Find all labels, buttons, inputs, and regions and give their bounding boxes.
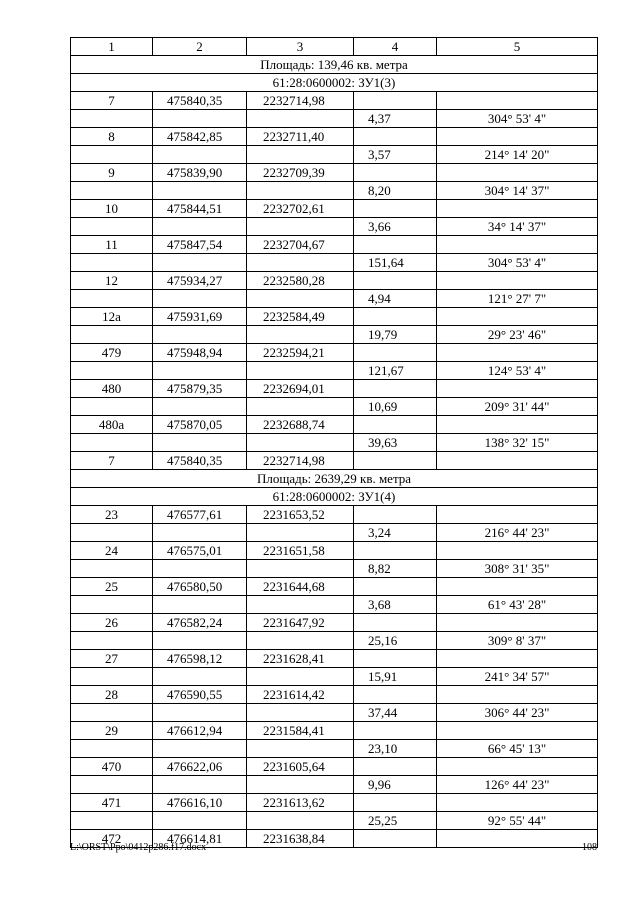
table-cell [71,110,153,128]
table-cell: 216° 44' 23" [437,524,598,542]
table-cell: 3,57 [354,146,437,164]
table-row [71,812,598,830]
table-cell [247,182,354,200]
table-cell [354,686,437,704]
table-cell [354,344,437,362]
table-cell [354,236,437,254]
table-cell: 476622,06 [153,758,247,776]
table-cell [354,272,437,290]
table-row [71,578,598,596]
table-cell: 23 [71,506,153,524]
table-cell: 480 [71,380,153,398]
section-title: Площадь: 2639,29 кв. метра [71,470,598,488]
table-cell [437,578,598,596]
table-cell: 28 [71,686,153,704]
table-cell: 2231651,58 [247,542,354,560]
table-cell [71,560,153,578]
table-cell [71,668,153,686]
table-cell: 214° 14' 20" [437,146,598,164]
table-cell [71,596,153,614]
table-cell: 241° 34' 57" [437,668,598,686]
table-cell [354,128,437,146]
table-cell: 4,94 [354,290,437,308]
table-row [71,128,598,146]
table-cell: 2231605,64 [247,758,354,776]
table-cell: 126° 44' 23" [437,776,598,794]
table-cell [71,326,153,344]
table-cell: 37,44 [354,704,437,722]
table-cell: 2231638,84 [247,830,354,848]
page-number: 108 [582,842,597,853]
table-cell [153,560,247,578]
table-row [71,542,598,560]
table-cell: 475870,05 [153,416,247,434]
table-cell [153,110,247,128]
table-cell [437,686,598,704]
table-cell: 66° 45' 13" [437,740,598,758]
table-cell: 19,79 [354,326,437,344]
table-cell [437,542,598,560]
table-cell: 7 [71,92,153,110]
table-cell: 138° 32' 15" [437,434,598,452]
table-cell [71,632,153,650]
table-cell: 2232714,98 [247,452,354,470]
table-cell [247,560,354,578]
table-cell: 304° 53' 4" [437,110,598,128]
table-cell [354,452,437,470]
table-cell: 475844,51 [153,200,247,218]
table-cell: 476612,94 [153,722,247,740]
table-row [71,416,598,434]
table-cell: 476575,01 [153,542,247,560]
table-cell [247,110,354,128]
table-cell [354,614,437,632]
table-cell [437,758,598,776]
table-cell [71,362,153,380]
section-row [71,470,598,488]
table-cell: 475840,35 [153,452,247,470]
table-row [71,794,598,812]
table-cell: 34° 14' 37" [437,218,598,236]
table-cell: 2232714,98 [247,92,354,110]
table-cell [247,776,354,794]
table-row [71,398,598,416]
table-cell: 121° 27' 7" [437,290,598,308]
table-cell [153,740,247,758]
table-cell: 25,25 [354,812,437,830]
table-cell: 476580,50 [153,578,247,596]
table-cell [437,452,598,470]
table-cell [437,308,598,326]
table-body [71,38,598,848]
table-cell [437,506,598,524]
table-cell: 11 [71,236,153,254]
table-row [71,632,598,650]
table-cell: 2232580,28 [247,272,354,290]
table-cell: 39,63 [354,434,437,452]
table-cell [437,128,598,146]
table-cell [71,218,153,236]
table-cell: 309° 8' 37" [437,632,598,650]
table-row [71,326,598,344]
table-cell: 475839,90 [153,164,247,182]
table-cell [437,164,598,182]
table-cell: 2231584,41 [247,722,354,740]
table-cell [437,650,598,668]
table-cell [153,362,247,380]
table-row [71,452,598,470]
table-cell [354,92,437,110]
table-cell: 306° 44' 23" [437,704,598,722]
table-row [71,110,598,128]
table-cell [354,542,437,560]
table-cell [247,740,354,758]
table-cell: 476590,55 [153,686,247,704]
table-row [71,254,598,272]
table-cell [354,380,437,398]
table-cell: 2231644,68 [247,578,354,596]
table-cell: 7 [71,452,153,470]
header-cell-1: 1 [71,38,153,56]
table-cell [247,704,354,722]
table-cell [247,290,354,308]
section-title: 61:28:0600002: ЗУ1(4) [71,488,598,506]
table-cell: 475840,35 [153,92,247,110]
table-cell [153,218,247,236]
table-cell [247,596,354,614]
table-cell: 2232584,49 [247,308,354,326]
table-cell: 8,82 [354,560,437,578]
table-cell: 3,68 [354,596,437,614]
table-cell: 470 [71,758,153,776]
table-cell: 61° 43' 28" [437,596,598,614]
table-row [71,722,598,740]
table-row [71,434,598,452]
table-cell: 29 [71,722,153,740]
section-row [71,488,598,506]
table-row [71,740,598,758]
section-title: 61:28:0600002: ЗУ1(3) [71,74,598,92]
table-row [71,182,598,200]
coordinates-table [70,37,598,848]
table-row [71,164,598,182]
table-cell: 12 [71,272,153,290]
table-cell: 2232711,40 [247,128,354,146]
table-row [71,524,598,542]
table-cell [247,812,354,830]
table-cell [247,524,354,542]
table-cell: 479 [71,344,153,362]
table-cell [153,668,247,686]
table-row [71,560,598,578]
table-cell: 25 [71,578,153,596]
table-cell [247,398,354,416]
table-row [71,236,598,254]
table-cell [71,398,153,416]
table-cell: 9 [71,164,153,182]
table-cell [71,182,153,200]
table-cell [354,758,437,776]
table-cell [437,200,598,218]
table-cell [71,812,153,830]
page-footer [70,842,597,853]
table-cell [437,344,598,362]
table-row [71,686,598,704]
table-cell: 92° 55' 44" [437,812,598,830]
table-row [71,614,598,632]
table-cell [247,146,354,164]
section-title: Площадь: 139,46 кв. метра [71,56,598,74]
table-cell: 476616,10 [153,794,247,812]
table-cell [153,704,247,722]
table-row [71,596,598,614]
table-cell: 15,91 [354,668,437,686]
table-cell [354,722,437,740]
table-cell [71,146,153,164]
table-row [71,200,598,218]
table-cell [354,506,437,524]
table-cell: 29° 23' 46" [437,326,598,344]
table-cell [437,614,598,632]
table-cell [437,794,598,812]
table-cell: 8 [71,128,153,146]
table-cell [153,812,247,830]
table-cell [354,200,437,218]
table-cell: 304° 14' 37" [437,182,598,200]
table-row [71,776,598,794]
table-cell: 475879,35 [153,380,247,398]
table-cell [247,326,354,344]
table-cell [153,632,247,650]
table-cell [153,524,247,542]
table-cell [247,668,354,686]
table-cell: 23,10 [354,740,437,758]
table-cell: 472 [71,830,153,848]
table-cell [153,398,247,416]
table-cell [437,236,598,254]
table-cell [71,434,153,452]
table-cell [153,434,247,452]
table-cell [71,776,153,794]
table-cell: 9,96 [354,776,437,794]
table-row [71,308,598,326]
table-row [71,668,598,686]
section-row [71,56,598,74]
table-cell: 3,24 [354,524,437,542]
table-cell: 476614,81 [153,830,247,848]
table-cell: 475842,85 [153,128,247,146]
table-cell: 475847,54 [153,236,247,254]
table-cell [437,722,598,740]
table-cell: 12а [71,308,153,326]
table-cell [437,92,598,110]
table-cell [247,632,354,650]
table-cell: 124° 53' 4" [437,362,598,380]
table-cell: 2231653,52 [247,506,354,524]
table-cell [153,776,247,794]
table-cell: 2231628,41 [247,650,354,668]
header-cell-2: 2 [153,38,247,56]
table-row [71,650,598,668]
table-cell: 24 [71,542,153,560]
table-cell: 476582,24 [153,614,247,632]
table-cell: 26 [71,614,153,632]
table-row [71,380,598,398]
header-cell-5: 5 [437,38,598,56]
header-cell-4: 4 [354,38,437,56]
table-cell: 209° 31' 44" [437,398,598,416]
table-row [71,146,598,164]
table-cell [354,308,437,326]
table-row [71,272,598,290]
table-row [71,92,598,110]
header-cell-3: 3 [247,38,354,56]
table-cell [153,596,247,614]
table-cell [71,704,153,722]
table-cell: 476598,12 [153,650,247,668]
table-cell: 8,20 [354,182,437,200]
table-cell: 475931,69 [153,308,247,326]
table-cell: 121,67 [354,362,437,380]
table-cell: 27 [71,650,153,668]
table-cell: 4,37 [354,110,437,128]
table-cell: 475948,94 [153,344,247,362]
table-cell: 304° 53' 4" [437,254,598,272]
section-row [71,74,598,92]
table-cell [153,290,247,308]
table-cell: 10 [71,200,153,218]
header-row [71,38,598,56]
table-cell [71,740,153,758]
table-row [71,362,598,380]
table-row [71,704,598,722]
table-cell [247,218,354,236]
table-cell [247,434,354,452]
table-cell: 10,69 [354,398,437,416]
table-cell [71,254,153,272]
table-cell: 2232702,61 [247,200,354,218]
table-row [71,290,598,308]
table-cell [437,380,598,398]
table-cell: 3,66 [354,218,437,236]
table-cell: 471 [71,794,153,812]
table-cell [247,362,354,380]
table-row [71,758,598,776]
table-cell: 151,64 [354,254,437,272]
table-cell [437,416,598,434]
file-path: L:\ORST\Ppo\0412p286.f17.docx [70,842,207,853]
table-cell: 25,16 [354,632,437,650]
table-cell [71,290,153,308]
table-row [71,344,598,362]
table-cell [354,578,437,596]
table-cell [354,650,437,668]
table-cell [153,182,247,200]
table-cell: 2231613,62 [247,794,354,812]
table-cell: 2232594,21 [247,344,354,362]
table-cell: 2231647,92 [247,614,354,632]
table-cell: 2232704,67 [247,236,354,254]
table-cell [437,272,598,290]
table-cell: 475934,27 [153,272,247,290]
table-row [71,218,598,236]
table-cell [153,146,247,164]
table-cell [71,524,153,542]
table-cell: 2232694,01 [247,380,354,398]
table-cell [354,416,437,434]
table-cell: 2232709,39 [247,164,354,182]
table-cell: 2231614,42 [247,686,354,704]
table-cell [153,254,247,272]
table-cell [354,794,437,812]
table-cell: 476577,61 [153,506,247,524]
table-cell: 2232688,74 [247,416,354,434]
table-cell: 480а [71,416,153,434]
table-row [71,506,598,524]
table-cell [354,164,437,182]
table-cell [247,254,354,272]
table-cell [153,326,247,344]
table-cell: 308° 31' 35" [437,560,598,578]
